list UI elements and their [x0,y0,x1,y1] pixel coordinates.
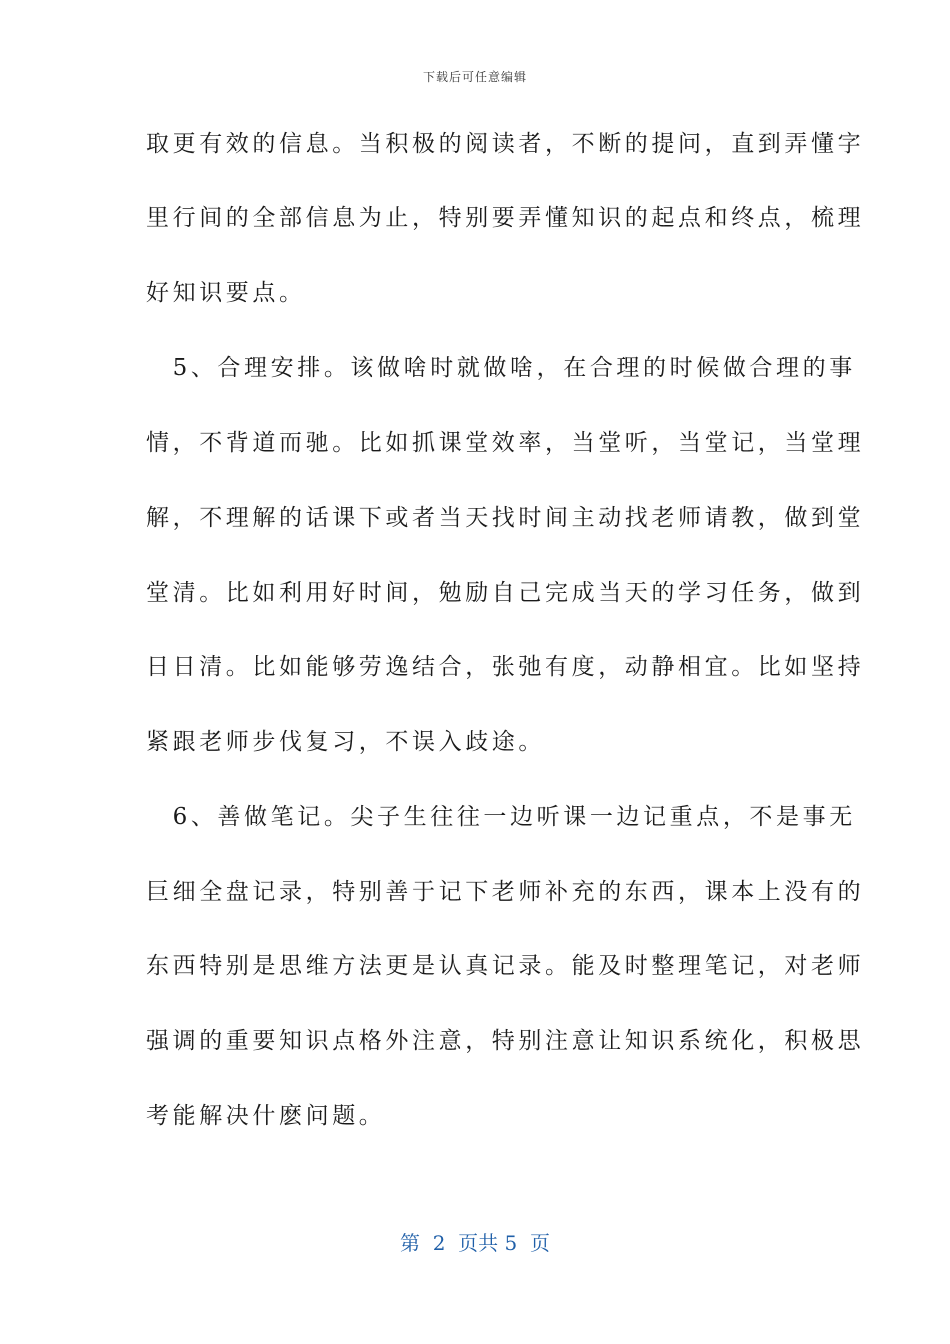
text-line: 6、善做笔记。尖子生往往一边听课一边记重点，不是事无 [146,804,856,830]
text-line: 巨细全盘记录，特别善于记下老师补充的东西，课本上没有的 [146,879,865,905]
text-line: 紧跟老师步伐复习，不误入歧途。 [146,729,545,755]
text-line: 堂清。比如利用好时间，勉励自己完成当天的学习任务，做到 [146,580,865,606]
text-line: 考能解决什麽问题。 [146,1103,386,1129]
text-line: 好知识要点。 [146,280,306,306]
text-line: 东西特别是思维方法更是认真记录。能及时整理笔记，对老师 [146,953,865,979]
page-header: 下载后可任意编辑 [422,70,527,84]
text-line: 情，不背道而驰。比如抓课堂效率，当堂听，当堂记，当堂理 [146,430,865,456]
text-line: 取更有效的信息。当积极的阅读者，不断的提问，直到弄懂字 [146,131,865,157]
text-line: 日日清。比如能够劳逸结合，张弛有度，动静相宜。比如坚持 [146,654,865,680]
text-line: 里行间的全部信息为止，特别要弄懂知识的起点和终点，梳理 [146,205,865,231]
text-line: 解，不理解的话课下或者当天找时间主动找老师请教，做到堂 [146,505,865,531]
page-number-footer: 第 2 页共 5 页 [400,1231,550,1255]
text-line: 5、合理安排。该做啥时就做啥，在合理的时候做合理的事 [146,355,856,381]
text-line: 强调的重要知识点格外注意，特别注意让知识系统化，积极思 [146,1028,865,1054]
